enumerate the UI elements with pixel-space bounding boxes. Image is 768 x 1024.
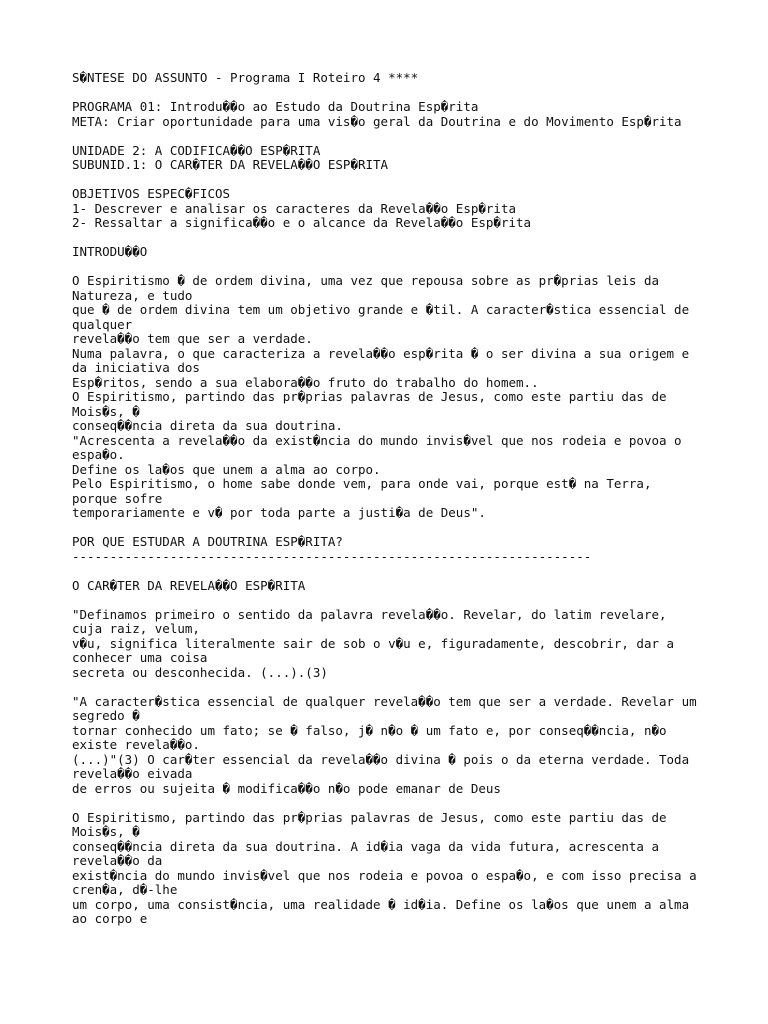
text-line: revela��o da [72,853,163,868]
text-line: que � de ordem divina tem um objetivo grande e �til. A caracter�stica essencial de [72,302,690,317]
text-line: O Espiritismo, partindo das pr�prias palavras de Jesus, como este partiu das de [72,809,667,825]
text-line [72,231,732,246]
text-line: de erros ou sujeita � modifica��o n�o pode emanar de Deus [72,780,501,796]
text-line: 1- Descrever e analisar os caracteres da Revela��o Esp�rita [72,200,517,216]
text-line: tornar conhecido um fato; se � falso, j� n�o � um fato e, por conseq��ncia, n�o [72,722,667,738]
text-line: existe revela��o. [72,737,200,752]
text-line: secreta ou desconhecida. (...).(3) [72,664,328,680]
text-line: exist�ncia do mundo invis�vel que nos rodeia e povoa o espa�o, e com isso precisa a [72,867,697,883]
text-line: Mois�s, � [72,824,140,839]
text-line: ao corpo e [72,911,148,926]
document-body [72,71,732,927]
text-line [72,796,732,811]
text-line: "A caracter�stica essencial de qualquer revela��o tem que ser a verdade. Revelar um [72,693,697,709]
text-line: da iniciativa dos [72,360,200,375]
text-line [72,564,732,579]
text-line: PROGRAMA 01: Introdu��o ao Estudo da Doutrina Esp�rita [72,99,479,114]
text-line: Natureza, e tudo [72,287,193,303]
text-line: OBJETIVOS ESPEC�FICOS [72,186,231,201]
text-line: espa�o. [72,447,125,462]
text-line: POR QUE ESTUDAR A DOUTRINA ESP�RITA? [72,534,343,549]
text-line: Pelo Espiritismo, o home sabe donde vem, para onde vai, porque est� na Terra, [72,476,652,491]
text-line: cren�a, d�-lhe [72,882,178,897]
text-line: um corpo, uma consist�ncia, uma realidade � id�ia. Define os la�os que unem a alma [72,896,690,912]
text-line: (...)"(3) O car�ter essencial da revela��o divina � pois o da eterna verdade. Toda [72,751,690,767]
text-line: Define os la�os que unem a alma ao corpo. [72,461,381,477]
text-line: O Espiritismo, partindo das pr�prias palavras de Jesus, como este partiu das de [72,389,667,404]
text-line: "Definamos primeiro o sentido da palavra revela��o. Revelar, do latim revelare, [72,606,667,622]
text-line: cuja raiz, velum, [72,621,200,636]
text-line [72,173,732,188]
text-line: O CAR�TER DA REVELA��O ESP�RITA [72,577,306,593]
text-line: --------------------------------------------------------------------- [72,548,592,564]
text-line [72,260,732,275]
text-line: segredo � [72,708,140,723]
text-line [72,129,732,144]
text-line [72,86,732,101]
text-line: O Espiritismo � de ordem divina, uma vez que repousa sobre as pr�prias leis da [72,273,659,288]
text-line: INTRODU��O [72,244,148,259]
text-line: S�NTESE DO ASSUNTO - Programa I Roteiro 4 **** [72,70,419,85]
text-line: UNIDADE 2: A CODIFICA��O ESP�RITA [72,142,321,158]
text-line: temporariamente e v� por toda parte a justi�a de Deus". [72,505,486,520]
text-line: Esp�ritos, sendo a sua elabora��o fruto do trabalho do homem.. [72,374,539,390]
text-line: META: Criar oportunidade para uma vis�o geral da Doutrina e do Movimento Esp�rita [72,113,682,129]
text-line: revela��o tem que ser a verdade. [72,331,313,346]
text-line: SUBUNID.1: O CAR�TER DA REVELA��O ESP�RITA [72,157,389,172]
text-line [72,593,732,608]
text-line: qualquer [72,316,133,332]
text-line: porque sofre [72,490,163,506]
text-line: conseq��ncia direta da sua doutrina. [72,418,343,433]
text-line: revela��o eivada [72,766,193,781]
text-line [72,680,732,695]
text-line: v�u, significa literalmente sair de sob o v�u e, figuradamente, descobrir, dar a [72,635,675,651]
text-line: Numa palavra, o que caracteriza a revela��o esp�rita � o ser divina a sua origem e [72,345,690,361]
text-line: "Acrescenta a revela��o da exist�ncia do mundo invis�vel que nos rodeia e povoa o [72,432,682,448]
text-line: 2- Ressaltar a significa��o e o alcance da Revela��o Esp�rita [72,215,532,230]
text-line: Mois�s, � [72,403,140,419]
text-line: conhecer uma coisa [72,650,208,665]
text-line: conseq��ncia direta da sua doutrina. A id�ia vaga da vida futura, acrescenta a [72,838,659,854]
text-line [72,521,732,536]
